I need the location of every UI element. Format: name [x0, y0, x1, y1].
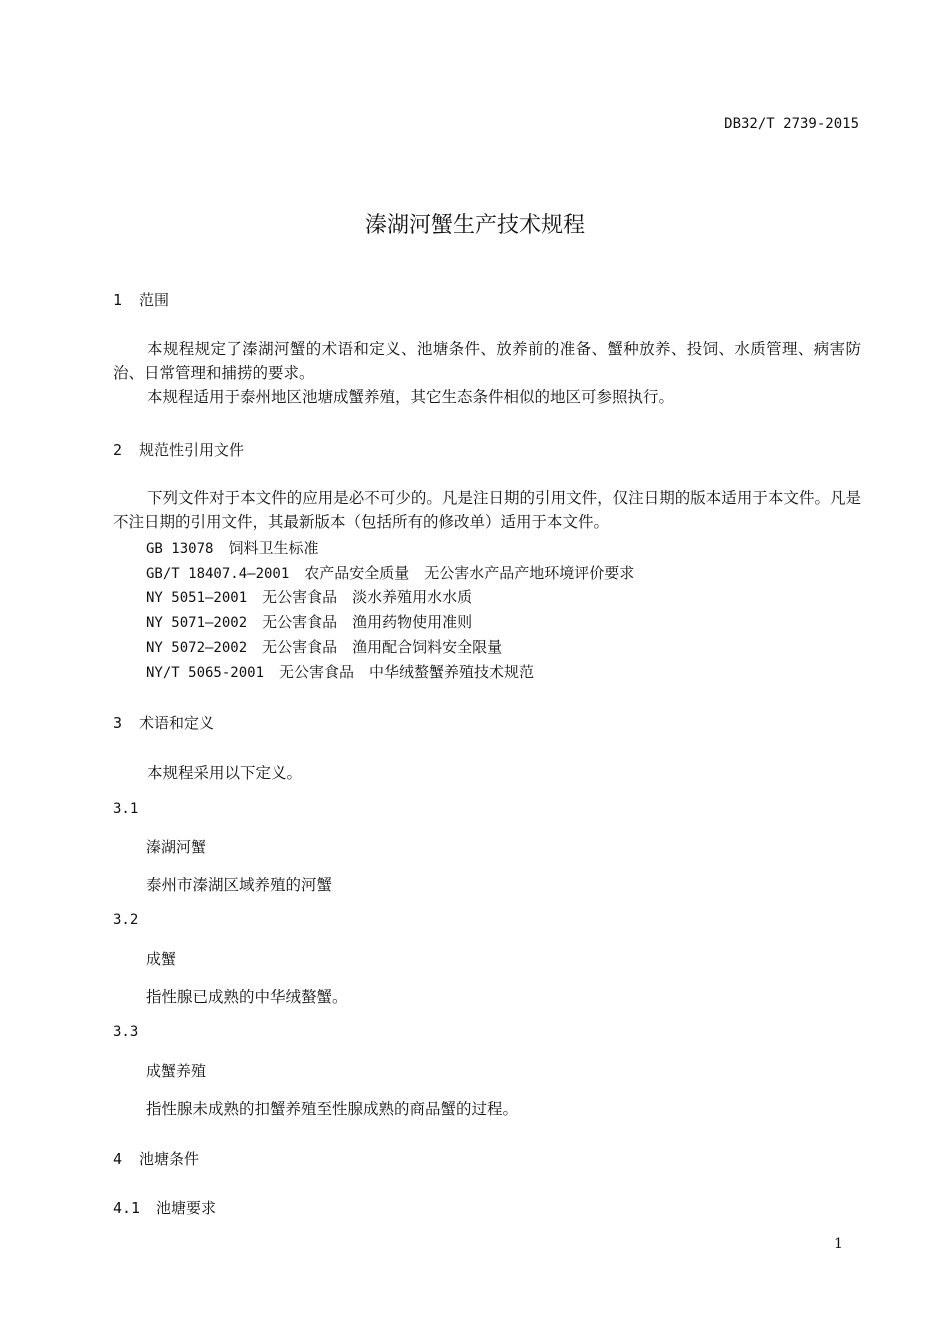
section-number: 2	[113, 441, 123, 459]
reference-item	[146, 562, 634, 583]
section-2-heading	[113, 439, 244, 460]
reference-code: NY 5051—2001	[146, 590, 248, 606]
reference-item	[146, 661, 534, 682]
section-title: 范围	[139, 291, 170, 309]
paragraph: 本规程采用以下定义。	[147, 764, 303, 782]
subsection-4-1-heading	[113, 1197, 216, 1218]
section-4-heading	[113, 1148, 199, 1169]
paragraph: 本规程适用于泰州地区池塘成蟹养殖，其它生态条件相似的地区可参照执行。	[147, 388, 675, 406]
term-definition: 指性腺已成熟的中华绒螯蟹。	[146, 988, 348, 1006]
reference-title: 无公害食品 渔用配合饲料安全限量	[262, 638, 503, 656]
reference-title: 饲料卫生标准	[228, 539, 319, 557]
section-1-heading	[113, 289, 169, 310]
reference-code: GB 13078	[146, 541, 214, 557]
term-name: 溱湖河蟹	[146, 838, 207, 856]
reference-title: 无公害食品 淡水养殖用水水质	[262, 588, 473, 606]
section-title: 术语和定义	[139, 714, 215, 732]
paragraph: 下列文件对于本文件的应用是必不可少的。凡是注日期的引用文件，仅注日期的版本适用于本文件。凡是不注日期的引用文件，其最新版本（包括所有的修改单）适用于本文件。	[113, 489, 861, 531]
term-definition: 指性腺未成熟的扣蟹养殖至性腺成熟的商品蟹的过程。	[146, 1100, 519, 1118]
section-title: 规范性引用文件	[139, 441, 245, 459]
page-number: 1	[834, 1236, 843, 1252]
reference-item	[146, 586, 472, 607]
document-number: DB32/T 2739-2015	[724, 116, 859, 132]
subsection-number: 4.1	[113, 1199, 141, 1217]
reference-code: GB/T 18407.4—2001	[146, 566, 290, 582]
reference-code: NY 5072—2002	[146, 640, 248, 656]
reference-item	[146, 636, 502, 657]
reference-item	[146, 611, 472, 632]
term-name: 成蟹养殖	[146, 1062, 207, 1080]
reference-code: NY 5071—2002	[146, 615, 248, 631]
subsection-title: 池塘要求	[156, 1199, 217, 1217]
section-number: 3	[113, 714, 123, 732]
reference-title: 无公害食品 中华绒螯蟹养殖技术规范	[279, 663, 535, 681]
reference-item	[146, 537, 318, 558]
section-3-heading	[113, 712, 214, 733]
term-definition: 泰州市溱湖区域养殖的河蟹	[146, 876, 333, 894]
reference-code: NY/T 5065-2001	[146, 665, 265, 681]
term-number: 3.2	[113, 912, 139, 928]
term-name: 成蟹	[146, 950, 177, 968]
reference-title: 农产品安全质量 无公害水产品产地环境评价要求	[304, 564, 635, 582]
section-number: 1	[113, 291, 123, 309]
term-number: 3.3	[113, 1024, 139, 1040]
section-title: 池塘条件	[139, 1150, 200, 1168]
reference-title: 无公害食品 渔用药物使用准则	[262, 613, 473, 631]
paragraph: 本规程规定了溱湖河蟹的术语和定义、池塘条件、放养前的准备、蟹种放养、投饲、水质管理、病害防治、日常管理和捕捞的要求。	[113, 340, 861, 382]
section-number: 4	[113, 1150, 123, 1168]
term-number: 3.1	[113, 801, 139, 817]
page-title: 溱湖河蟹生产技术规程	[364, 213, 585, 238]
